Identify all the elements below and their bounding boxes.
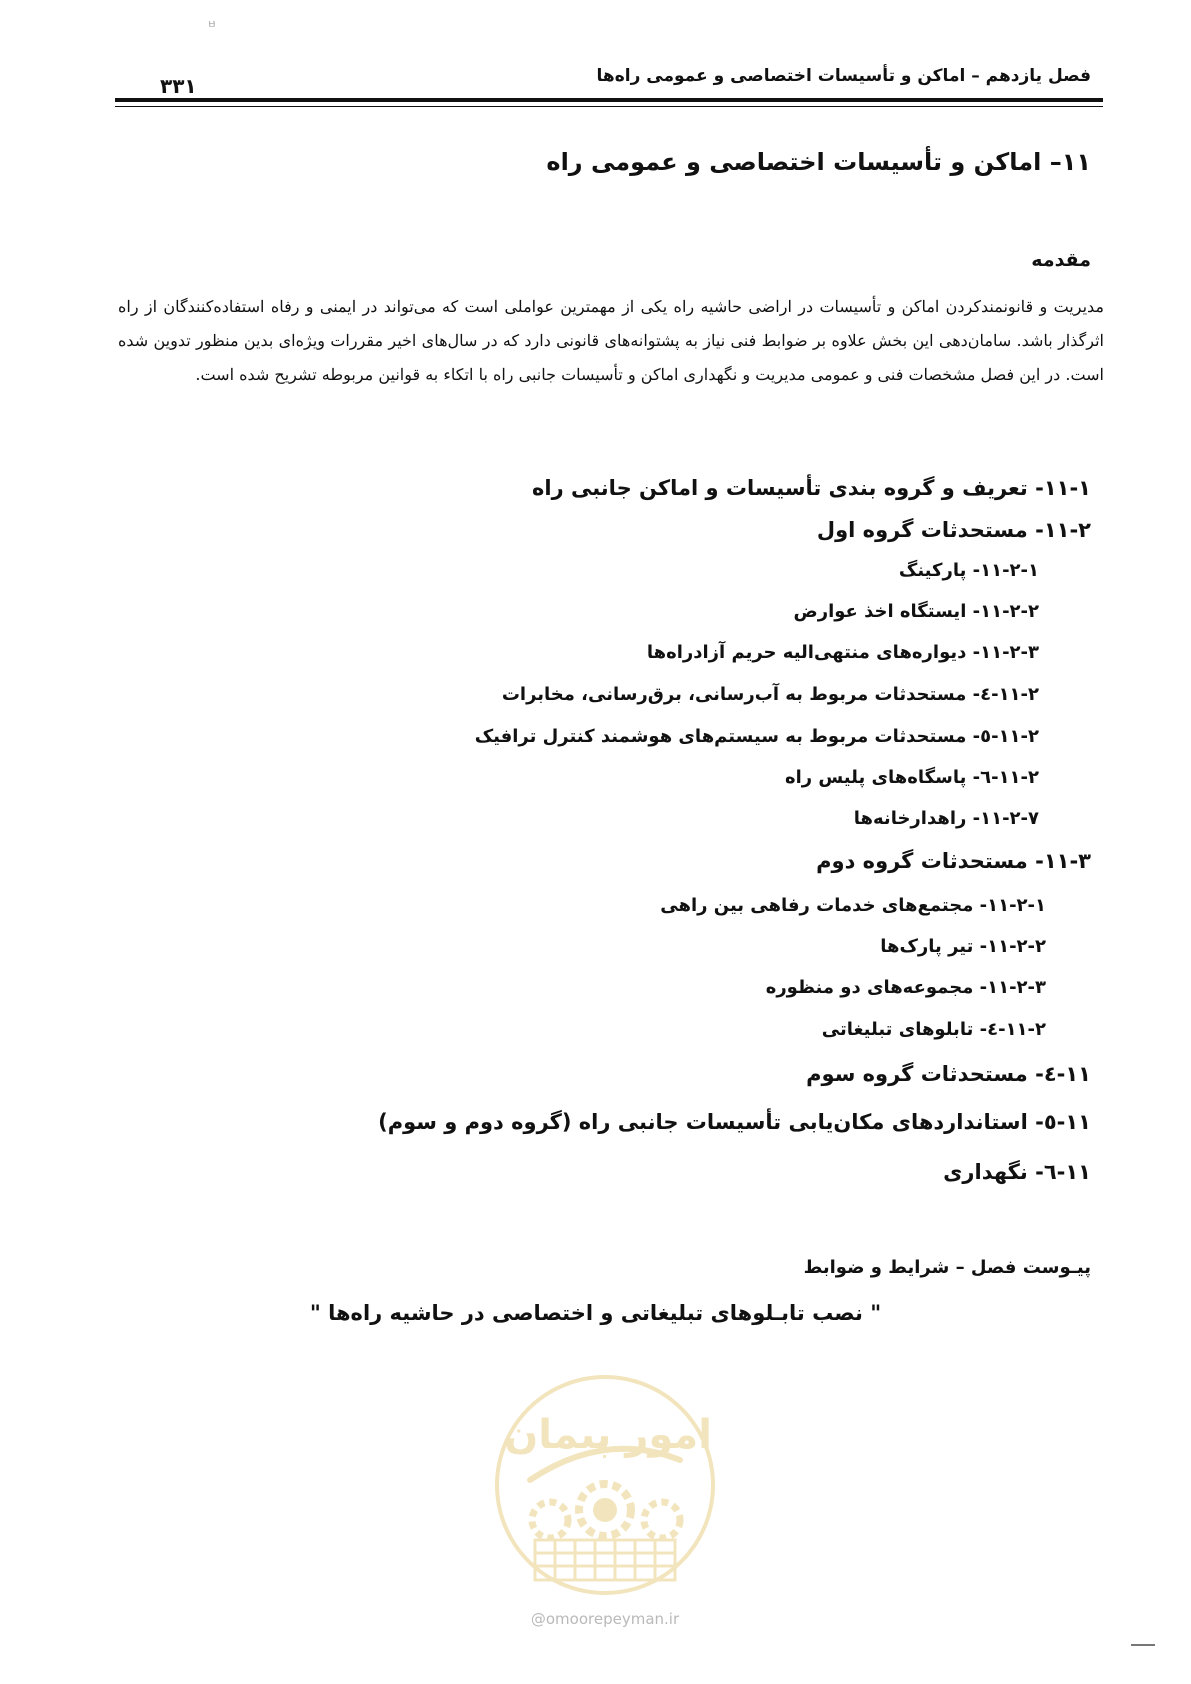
toc-item-2-7: ۱۱-۲-۷- راهدارخانه‌ها (853, 808, 1039, 829)
toc-item-1: ۱۱-۱- تعریف و گروه بندی تأسیسات و اماکن جانبی راه (531, 476, 1091, 500)
toc-item-3-1: ۱۱-۲-۱- مجتمع‌های خدمات رفاهی بین راهی (660, 895, 1046, 916)
toc-item-2: ۱۱-۲- مستحدثات گروه اول (816, 518, 1091, 542)
toc-item-3: ۱۱-۳- مستحدثات گروه دوم (816, 849, 1091, 873)
toc-item-5: ۱۱-٥- استانداردهای مکان‌یابی تأسیسات جانبی راه (گروه دوم و سوم) (378, 1110, 1091, 1134)
header-rule-thick (115, 98, 1103, 102)
toc-item-2-1: ۱۱-۲-۱- پارکینگ (898, 560, 1039, 581)
toc-item-6: ۱۱-٦- نگهداری (943, 1160, 1091, 1184)
toc-item-3-3: ۱۱-۲-۳- مجموعه‌های دو منظوره (765, 977, 1046, 998)
toc-item-2-5: ۱۱-۲-٥- مستحدثات مربوط به سیستم‌های هوشمند کنترل ترافیک (474, 726, 1039, 747)
toc-item-2-4: ۱۱-۲-٤- مستحدثات مربوط به آب‌رسانی، برق‌رسانی، مخابرات (501, 684, 1039, 705)
toc-item-2-2: ۱۱-۲-۲- ایستگاه اخذ عوارض (793, 601, 1039, 622)
toc-item-2-3: ۱۱-۲-۳- دیواره‌های منتهی‌الیه حریم آزادراه‌ها (646, 642, 1039, 663)
running-header-title: فصل یازدهم – اماکن و تأسیسات اختصاصی و عمومی راه‌ها (596, 66, 1091, 86)
watermark-logo-text: امور پیمان (504, 1412, 712, 1458)
scan-edge-mark (1131, 1644, 1155, 1646)
intro-paragraph: مدیریت و قانونمندکردن اماکن و تأسیسات در اراضی حاشیه راه یکی از مهمترین عواملی است که می‌تواند در ایمنی و رفاه استفاده‌کنندگان از راه اثرگذار باشد. سامان‌دهی این بخش علاوه بر ضوابط فنی نیاز به پشتوانه‌های قانونی دارد که در سال‌های اخیر مقررات ویژه‌ای بدین منظور تدوین شده است. در این فصل مشخصات فنی و عمومی مدیریت و نگهداری اماکن و تأسیسات جانبی راه با اتکاء به قوانین مربوطه تشریح شده است. (118, 297, 1105, 384)
header-rule-thin (115, 106, 1103, 107)
chapter-title: ۱۱– اماکن و تأسیسات اختصاصی و عمومی راه (546, 148, 1091, 176)
appendix-heading: پیـوست فصل – شرایط و ضوابط (803, 1257, 1091, 1278)
page-number: ۳۳۱ (160, 74, 197, 98)
toc-item-3-4: ۱۱-۲-٤- تابلوهای تبلیغاتی (821, 1019, 1046, 1040)
scan-mark: ㅂ (207, 20, 217, 31)
toc-item-3-2: ۱۱-۲-۲- تیر پارک‌ها (880, 936, 1046, 957)
intro-heading: مقدمه (1031, 249, 1091, 271)
toc-item-2-6: ۱۱-۲-٦- پاسگاه‌های پلیس راه (784, 767, 1039, 788)
watermark-url-text: omoorepeyman.ir (545, 1610, 680, 1628)
watermark-logo (490, 1370, 720, 1600)
toc-item-4: ۱۱-٤- مستحدثات گروه سوم (806, 1062, 1091, 1086)
appendix-title: " نصب تابـلوهای تبلیغاتی و اختصاصی در حاشیه راه‌ها " (309, 1301, 882, 1325)
watermark-url: @omoorepeyman.ir (530, 1610, 680, 1628)
